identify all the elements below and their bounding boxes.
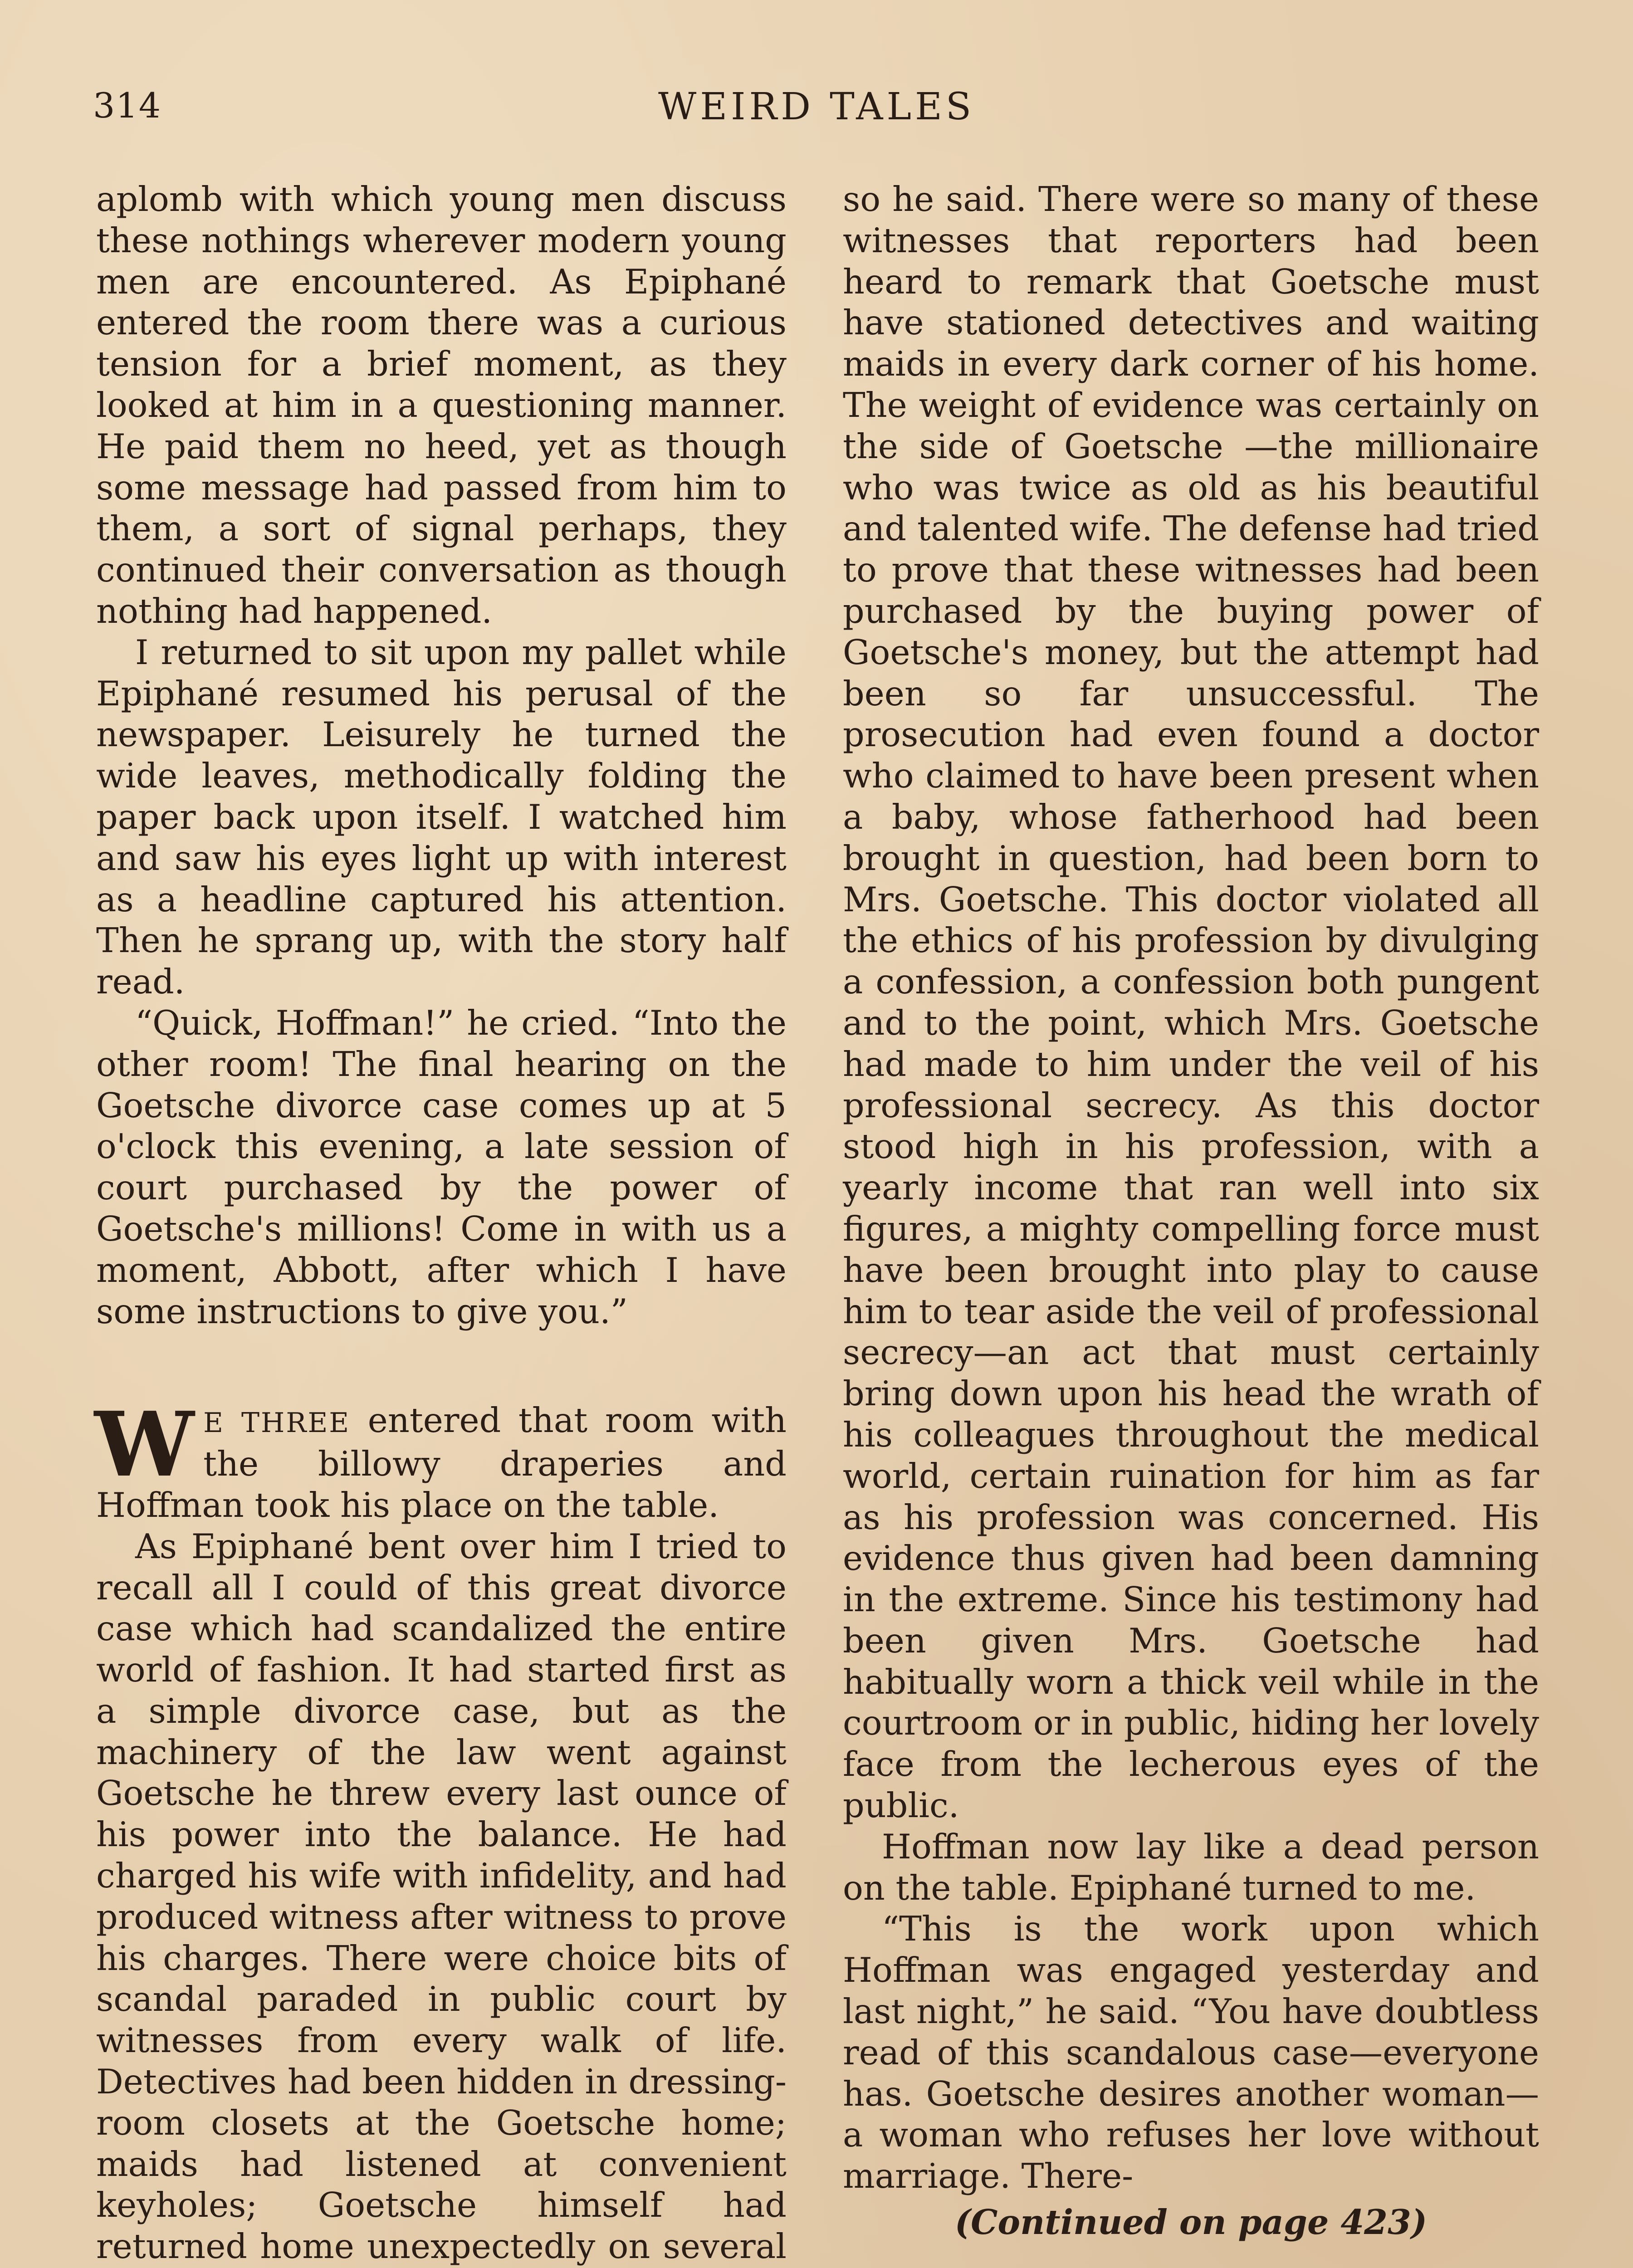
right-column [843, 179, 1539, 2243]
paragraph: As Epiphané bent over him I tried to recall all I could of this great divorce case which had scandalized the entire world of fashion. It had started first as a simple divorce case, but as the machinery of the law went against Goetsche he threw every last ounce of his power into the balance. He had charged his wife with infidelity, and had produced witness after witness to prove his charges. There were choice bits of scandal paraded in public court by witnesses from every walk of life. Detectives had been hidden in dressing-room closets at the Goetsche home; maids had listened at convenient keyholes; Goetsche himself had returned home unexpectedly on several [96, 1526, 787, 2267]
paragraph: I returned to sit upon my pallet while Epiphané resumed his perusal of the newspaper. Leisurely he turned the wide leaves, methodically folding the paper back upon itself. I watched him and saw his eyes light up with interest as a headline captured his attention. Then he sprang up, with the story half read. [96, 632, 787, 1002]
continued-note: (Continued on page 423) [954, 2202, 1428, 2243]
paragraph: Hoffman now lay like a dead person on the table. Epiphané turned to me. [843, 1827, 1539, 1908]
paragraph: so he said. There were so many of these witnesses that reporters had been heard to remark that Goetsche must have stationed detectives and waiting maids in every dark corner of his home. The weight of evidence was certainly on the side of Goetsche —the millionaire who was twice as old as his beautiful and talented wife. The defense had tried to prove that these witnesses had been purchased by the buying power of Goetsche's money, but the attempt had been so far unsuccessful. The prosecution had even found a doctor who claimed to have been present when a baby, whose fatherhood had been brought in question, had been born to Mrs. Goetsche. This doctor violated all the ethics of his profession by divulging a confession, a confession both pungent and to the point, which Mrs. Goetsche had made to him under the veil of his professional secrecy. As this doctor stood high in his profession, with a yearly income that ran well into six figures, a mighty compelling force must have been brought into play to cause him to tear aside the veil of professional secrecy—an act that must certainly bring down upon his head the wrath of his colleagues throughout the medical world, certain ruination for him as far as his profession was concerned. His evidence thus given had been damning in the extreme. Since his testimony had been given Mrs. Goetsche had habitually worn a thick veil while in the courtroom or in public, hiding her lovely face from the lecherous eyes of the public. [843, 180, 1539, 1826]
paragraph-text: entered that room with the billowy draperies and Hoffman took his place on the table. [96, 1401, 787, 1525]
section-opening-paragraph [94, 1393, 787, 1526]
small-caps-lead: E THREE [203, 1407, 351, 1439]
section-break [96, 1332, 787, 1400]
running-title: WEIRD TALES [658, 85, 975, 128]
left-column [96, 179, 787, 2268]
paragraph: “Quick, Hoffman!” he cried. “Into the other room! The final hearing on the Goetsche divorce case comes up at 5 o'clock this evening, a late session of court purchased by the power of Goetsche's millions! Come in with us a moment, Abbott, after which I have some instructions to give you.” [96, 1003, 787, 1331]
paragraph: “This is the work upon which Hoffman was engaged yesterday and last night,” he said. “You have doubtless read of this scandalous case—everyone has. Goetsche desires another woman—a woman who refuses her love without marriage. There- [843, 1909, 1539, 2196]
page-header [93, 85, 1540, 135]
paragraph: aplomb with which young men discuss these nothings wherever modern young men are encountered. As Epiphané entered the room there was a curious tension for a brief moment, as they looked at him in a questioning manner. He paid them no heed, yet as though some message had passed from him to them, a sort of signal perhaps, they continued their conversation as though nothing had happened. [96, 180, 787, 631]
page-number: 314 [93, 85, 162, 126]
drop-cap: W [94, 1393, 195, 1497]
